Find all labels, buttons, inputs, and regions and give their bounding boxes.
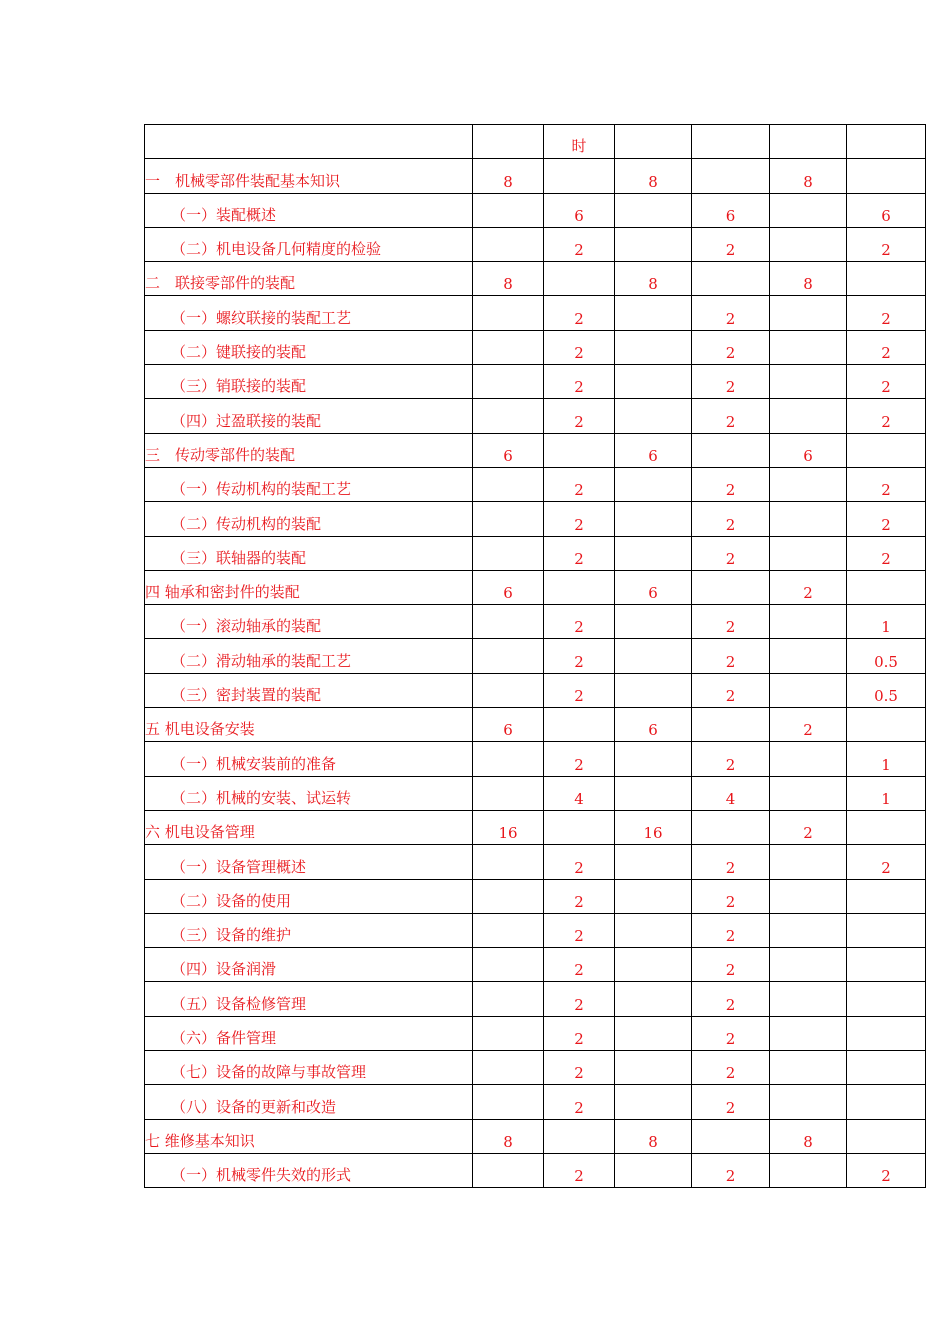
hours-cell: 6 — [473, 570, 544, 604]
item-name-cell: （二）传动机构的装配 — [145, 502, 473, 536]
hours-cell — [770, 1085, 847, 1119]
table-row-subitem — [145, 879, 926, 913]
hours-cell: 2 — [544, 982, 615, 1016]
hours-cell — [615, 639, 692, 673]
hours-cell: 2 — [692, 1051, 770, 1085]
item-name-cell: （三）销联接的装配 — [145, 365, 473, 399]
hours-cell — [473, 330, 544, 364]
table-row-section — [145, 1119, 926, 1153]
hours-cell: 2 — [692, 399, 770, 433]
hours-cell — [770, 776, 847, 810]
hours-cell — [770, 536, 847, 570]
hours-cell — [615, 1085, 692, 1119]
hours-cell: 6 — [544, 193, 615, 227]
item-name-cell: （五）设备检修管理 — [145, 982, 473, 1016]
table-row-subitem — [145, 1051, 926, 1085]
hours-cell: 2 — [544, 913, 615, 947]
hours-cell: 2 — [692, 913, 770, 947]
hours-cell — [615, 673, 692, 707]
header-cell — [615, 125, 692, 159]
hours-cell — [615, 742, 692, 776]
hours-cell — [770, 982, 847, 1016]
hours-cell: 2 — [692, 742, 770, 776]
hours-cell — [473, 639, 544, 673]
hours-cell: 1 — [847, 776, 926, 810]
hours-cell — [615, 502, 692, 536]
table-row-subitem — [145, 227, 926, 261]
hours-cell — [615, 296, 692, 330]
hours-cell — [770, 845, 847, 879]
hours-cell — [770, 1016, 847, 1050]
hours-cell: 2 — [692, 227, 770, 261]
hours-cell: 1 — [847, 742, 926, 776]
table-row-subitem — [145, 193, 926, 227]
hours-cell — [473, 605, 544, 639]
hours-cell — [770, 1051, 847, 1085]
hours-cell: 8 — [615, 159, 692, 193]
hours-cell: 6 — [473, 708, 544, 742]
hours-cell: 4 — [692, 776, 770, 810]
hours-cell: 6 — [615, 433, 692, 467]
hours-cell: 2 — [544, 1085, 615, 1119]
table-row-subitem — [145, 605, 926, 639]
table-row-section — [145, 433, 926, 467]
hours-cell: 2 — [847, 399, 926, 433]
hours-cell — [847, 1085, 926, 1119]
hours-cell: 2 — [692, 639, 770, 673]
hours-cell: 2 — [692, 467, 770, 501]
item-name-cell: （六）备件管理 — [145, 1016, 473, 1050]
hours-cell: 2 — [544, 673, 615, 707]
hours-cell — [473, 227, 544, 261]
hours-cell: 2 — [544, 1051, 615, 1085]
item-name-cell: （一）机械零件失效的形式 — [145, 1153, 473, 1187]
hours-cell: 0.5 — [847, 673, 926, 707]
header-cell — [692, 125, 770, 159]
hours-cell: 2 — [544, 502, 615, 536]
hours-cell — [847, 879, 926, 913]
table-row-subitem — [145, 1016, 926, 1050]
table-body — [145, 125, 926, 1188]
hours-cell — [770, 639, 847, 673]
item-name-cell: （一）传动机构的装配工艺 — [145, 467, 473, 501]
hours-cell — [770, 330, 847, 364]
hours-cell — [770, 742, 847, 776]
hours-cell: 2 — [544, 742, 615, 776]
hours-cell: 8 — [615, 262, 692, 296]
hours-cell — [473, 948, 544, 982]
hours-cell — [615, 913, 692, 947]
hours-cell — [847, 262, 926, 296]
hours-cell — [615, 1153, 692, 1187]
hours-cell: 2 — [847, 1153, 926, 1187]
hours-cell: 2 — [544, 1016, 615, 1050]
hours-cell: 2 — [847, 296, 926, 330]
hours-cell — [692, 708, 770, 742]
hours-cell — [615, 536, 692, 570]
hours-cell: 6 — [615, 570, 692, 604]
item-name-cell: 一 机械零部件装配基本知识 — [145, 159, 473, 193]
hours-cell — [770, 193, 847, 227]
hours-cell — [770, 879, 847, 913]
hours-cell — [770, 605, 847, 639]
hours-cell — [615, 776, 692, 810]
table-row-subitem — [145, 365, 926, 399]
item-name-cell: （一）设备管理概述 — [145, 845, 473, 879]
hours-cell: 2 — [770, 708, 847, 742]
hours-cell: 2 — [692, 948, 770, 982]
hours-cell — [473, 776, 544, 810]
hours-cell — [473, 193, 544, 227]
item-name-cell: 二 联接零部件的装配 — [145, 262, 473, 296]
hours-cell: 6 — [847, 193, 926, 227]
table-row-section — [145, 570, 926, 604]
item-name-cell: 四 轴承和密封件的装配 — [145, 570, 473, 604]
hours-cell: 8 — [473, 159, 544, 193]
hours-cell — [615, 1016, 692, 1050]
hours-cell: 2 — [847, 845, 926, 879]
hours-cell — [692, 810, 770, 844]
hours-cell — [473, 467, 544, 501]
table-row-subitem — [145, 913, 926, 947]
hours-cell: 2 — [544, 605, 615, 639]
item-name-cell: 六 机电设备管理 — [145, 810, 473, 844]
hours-cell: 6 — [615, 708, 692, 742]
hours-cell — [770, 948, 847, 982]
hours-cell: 2 — [692, 673, 770, 707]
hours-cell — [544, 810, 615, 844]
table-row-subitem — [145, 536, 926, 570]
hours-cell: 2 — [847, 536, 926, 570]
header-cell — [847, 125, 926, 159]
hours-cell — [473, 536, 544, 570]
hours-cell — [544, 1119, 615, 1153]
table-row-section — [145, 810, 926, 844]
hours-cell — [473, 1085, 544, 1119]
hours-cell — [847, 913, 926, 947]
item-name-cell: （四）设备润滑 — [145, 948, 473, 982]
hours-cell — [847, 810, 926, 844]
item-name-cell: （八）设备的更新和改造 — [145, 1085, 473, 1119]
hours-cell: 2 — [692, 502, 770, 536]
hours-cell — [473, 879, 544, 913]
hours-cell: 2 — [544, 330, 615, 364]
hours-cell — [615, 227, 692, 261]
hours-cell: 8 — [615, 1119, 692, 1153]
hours-cell: 1 — [847, 605, 926, 639]
table-row-subitem — [145, 673, 926, 707]
table-row-section — [145, 262, 926, 296]
hours-cell: 2 — [692, 879, 770, 913]
hours-cell — [692, 262, 770, 296]
item-name-cell: （一）螺纹联接的装配工艺 — [145, 296, 473, 330]
hours-cell: 2 — [544, 399, 615, 433]
item-name-cell: 三 传动零部件的装配 — [145, 433, 473, 467]
hours-cell — [847, 159, 926, 193]
item-name-cell: （二）机电设备几何精度的检验 — [145, 227, 473, 261]
hours-cell: 2 — [692, 536, 770, 570]
hours-cell: 2 — [544, 1153, 615, 1187]
hours-cell: 2 — [544, 536, 615, 570]
hours-cell — [615, 1051, 692, 1085]
item-name-cell: （二）键联接的装配 — [145, 330, 473, 364]
item-name-cell: 五 机电设备安装 — [145, 708, 473, 742]
hours-cell: 2 — [544, 467, 615, 501]
table-row-section — [145, 159, 926, 193]
hours-cell — [692, 1119, 770, 1153]
hours-cell — [692, 433, 770, 467]
hours-cell — [473, 742, 544, 776]
hours-cell — [615, 948, 692, 982]
hours-cell: 2 — [692, 330, 770, 364]
table-row-subitem — [145, 742, 926, 776]
table-row-section — [145, 708, 926, 742]
hours-cell: 8 — [473, 262, 544, 296]
hours-cell — [615, 193, 692, 227]
table-row-subitem — [145, 502, 926, 536]
hours-cell — [847, 1119, 926, 1153]
hours-cell — [692, 159, 770, 193]
table-row-subitem — [145, 467, 926, 501]
item-name-cell: （二）滑动轴承的装配工艺 — [145, 639, 473, 673]
hours-cell: 2 — [544, 845, 615, 879]
hours-cell — [544, 262, 615, 296]
hours-cell — [847, 1016, 926, 1050]
hours-cell: 2 — [692, 845, 770, 879]
item-name-cell: （三）联轴器的装配 — [145, 536, 473, 570]
table-row-subitem — [145, 296, 926, 330]
hours-cell: 2 — [847, 365, 926, 399]
item-name-cell: （七）设备的故障与事故管理 — [145, 1051, 473, 1085]
hours-cell: 2 — [544, 296, 615, 330]
hours-cell — [473, 1153, 544, 1187]
header-cell — [770, 125, 847, 159]
hours-cell — [847, 433, 926, 467]
hours-cell — [615, 845, 692, 879]
hours-cell — [847, 948, 926, 982]
hours-cell: 0.5 — [847, 639, 926, 673]
hours-cell — [544, 570, 615, 604]
hours-cell: 2 — [692, 365, 770, 399]
hours-cell: 2 — [847, 467, 926, 501]
item-name-cell: （三）密封装置的装配 — [145, 673, 473, 707]
hours-cell: 6 — [770, 433, 847, 467]
hours-cell — [473, 502, 544, 536]
hours-cell: 2 — [544, 879, 615, 913]
hours-cell — [473, 1051, 544, 1085]
hours-cell — [473, 673, 544, 707]
hours-cell: 16 — [473, 810, 544, 844]
hours-cell — [770, 913, 847, 947]
hours-cell — [847, 982, 926, 1016]
hours-cell — [615, 467, 692, 501]
hours-cell: 2 — [847, 227, 926, 261]
hours-cell — [847, 570, 926, 604]
hours-cell: 2 — [692, 1085, 770, 1119]
hours-cell — [473, 845, 544, 879]
hours-cell: 8 — [770, 1119, 847, 1153]
hours-cell — [770, 673, 847, 707]
item-name-cell: （一）装配概述 — [145, 193, 473, 227]
hours-cell: 2 — [692, 296, 770, 330]
hours-cell — [544, 159, 615, 193]
hours-cell: 6 — [692, 193, 770, 227]
hours-cell: 2 — [544, 227, 615, 261]
hours-cell — [544, 433, 615, 467]
item-name-cell: （一）机械安装前的准备 — [145, 742, 473, 776]
hours-cell: 8 — [770, 262, 847, 296]
hours-cell — [473, 913, 544, 947]
table-row-subitem — [145, 948, 926, 982]
hours-cell: 2 — [544, 948, 615, 982]
hours-cell — [615, 330, 692, 364]
hours-cell — [770, 502, 847, 536]
hours-cell: 8 — [770, 159, 847, 193]
hours-cell: 2 — [770, 570, 847, 604]
hours-cell: 2 — [692, 605, 770, 639]
hours-cell — [615, 982, 692, 1016]
item-name-cell: 七 维修基本知识 — [145, 1119, 473, 1153]
hours-cell: 8 — [473, 1119, 544, 1153]
course-hours-table — [144, 124, 926, 1188]
hours-cell — [473, 982, 544, 1016]
hours-cell — [847, 1051, 926, 1085]
table-row-subitem — [145, 1153, 926, 1187]
item-name-cell: （二）机械的安装、试运转 — [145, 776, 473, 810]
hours-cell: 2 — [544, 639, 615, 673]
hours-cell — [770, 365, 847, 399]
hours-cell — [847, 708, 926, 742]
hours-cell: 16 — [615, 810, 692, 844]
hours-cell: 2 — [544, 365, 615, 399]
hours-cell — [770, 467, 847, 501]
hours-cell — [473, 365, 544, 399]
item-name-cell: （四）过盈联接的装配 — [145, 399, 473, 433]
header-cell — [145, 125, 473, 159]
hours-cell — [473, 1016, 544, 1050]
hours-cell — [692, 570, 770, 604]
hours-cell — [770, 1153, 847, 1187]
hours-cell — [473, 399, 544, 433]
hours-cell — [770, 227, 847, 261]
table-row-subitem — [145, 776, 926, 810]
hours-cell — [615, 879, 692, 913]
item-name-cell: （一）滚动轴承的装配 — [145, 605, 473, 639]
hours-cell — [615, 605, 692, 639]
item-name-cell: （三）设备的维护 — [145, 913, 473, 947]
item-name-cell: （二）设备的使用 — [145, 879, 473, 913]
table-row-subitem — [145, 1085, 926, 1119]
hours-cell: 2 — [847, 330, 926, 364]
hours-cell: 2 — [692, 982, 770, 1016]
hours-cell: 6 — [473, 433, 544, 467]
hours-cell: 2 — [770, 810, 847, 844]
header-cell: 时 — [544, 125, 615, 159]
hours-cell: 2 — [692, 1153, 770, 1187]
table-row-subitem — [145, 845, 926, 879]
header-row — [145, 125, 926, 159]
table-row-subitem — [145, 982, 926, 1016]
hours-cell — [473, 296, 544, 330]
hours-cell: 4 — [544, 776, 615, 810]
hours-cell: 2 — [847, 502, 926, 536]
hours-cell — [615, 399, 692, 433]
table-row-subitem — [145, 639, 926, 673]
table-row-subitem — [145, 330, 926, 364]
hours-cell — [544, 708, 615, 742]
hours-cell — [770, 399, 847, 433]
hours-cell — [770, 296, 847, 330]
header-cell — [473, 125, 544, 159]
table-row-subitem — [145, 399, 926, 433]
hours-cell: 2 — [692, 1016, 770, 1050]
hours-cell — [615, 365, 692, 399]
